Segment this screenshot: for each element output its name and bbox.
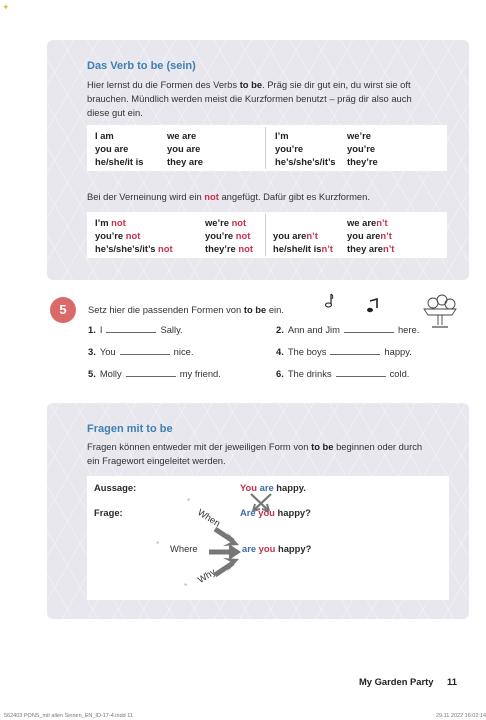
asterisk-mark: * bbox=[156, 540, 160, 549]
answer-blank[interactable] bbox=[120, 346, 170, 355]
intro-paragraph: Hier lernst du die Formen des Verbs to be. Präg sie dir gut ein, du wirst sie oft brauchen. Mündlich werden meist die Kurzformen benutzt – präg dir also auch diese gut ein. bbox=[87, 79, 412, 118]
table-cell: he/she/it isn’t bbox=[273, 243, 333, 254]
exercise-item: 6. The drinks cold. bbox=[276, 368, 410, 379]
table-cell: they are bbox=[167, 156, 203, 167]
answer-blank[interactable] bbox=[330, 346, 380, 355]
table-cell: you are bbox=[95, 143, 129, 154]
exercise-instruction: Setz hier die passenden Formen von to be ein. bbox=[88, 304, 284, 315]
table-cell: you aren’t bbox=[347, 230, 392, 241]
grammar-box-questions bbox=[47, 403, 469, 619]
forms-table bbox=[87, 125, 447, 171]
music-note-icon bbox=[322, 292, 336, 310]
negation-table bbox=[87, 212, 447, 258]
exercise-item: 4. The boys happy. bbox=[276, 346, 412, 357]
question-label: Frage: bbox=[94, 507, 123, 518]
answer-blank[interactable] bbox=[126, 368, 176, 377]
box-title: Das Verb to be (sein) bbox=[87, 60, 196, 72]
asterisk-mark: * bbox=[187, 497, 191, 506]
intro-paragraph: Fragen können entweder mit der jeweiligen Form von to be beginnen oder durch ein Fragewort eingeleitet werden. bbox=[87, 441, 423, 466]
table-cell: you’re bbox=[347, 143, 376, 154]
table-divider bbox=[265, 127, 266, 169]
statement-sentence: You are happy. bbox=[240, 482, 306, 493]
table-cell: you’re not bbox=[205, 230, 251, 241]
print-imprint-right: 29.11.2022 16:02:14 bbox=[436, 713, 486, 719]
exercise-item: 5. Molly my friend. bbox=[88, 368, 221, 379]
exercise-item: 1. I Sally. bbox=[88, 324, 183, 335]
asterisk-mark: * bbox=[184, 582, 188, 591]
statement-label: Aussage: bbox=[94, 482, 137, 493]
question-sentence-2: are you happy? bbox=[242, 543, 312, 554]
table-cell: we’re bbox=[347, 130, 371, 141]
question-sentence: Are you happy? bbox=[240, 507, 311, 518]
answer-blank[interactable] bbox=[344, 324, 394, 333]
box-title: Fragen mit to be bbox=[87, 423, 173, 435]
table-cell: he’s/she’s/it’s bbox=[275, 156, 336, 167]
table-cell: we are bbox=[167, 130, 197, 141]
music-note-icon bbox=[366, 298, 380, 314]
question-word-when: When bbox=[195, 506, 223, 529]
table-cell: we’re not bbox=[205, 217, 247, 228]
exercise-item: 2. Ann and Jim here. bbox=[276, 324, 420, 335]
table-cell: they aren’t bbox=[347, 243, 395, 254]
running-footer-title: My Garden Party bbox=[359, 676, 434, 687]
table-cell: you’re not bbox=[95, 230, 141, 241]
question-example-panel bbox=[87, 476, 449, 600]
exercise-item: 3. You nice. bbox=[88, 346, 194, 357]
table-cell: he’s/she’s/it’s not bbox=[95, 243, 173, 254]
table-cell: they’re bbox=[347, 156, 378, 167]
corner-mark-icon: ✦ bbox=[2, 2, 10, 12]
table-cell: I’m bbox=[275, 130, 289, 141]
answer-blank[interactable] bbox=[336, 368, 386, 377]
table-cell: they’re not bbox=[205, 243, 253, 254]
table-cell: you’re bbox=[275, 143, 304, 154]
table-cell: we aren’t bbox=[347, 217, 388, 228]
table-cell: I’m not bbox=[95, 217, 126, 228]
question-word-why: Why bbox=[195, 565, 218, 586]
print-imprint-left: 562403 PONS_mit allen Sinnen_EN_ID-17-4.indd 11 bbox=[4, 713, 133, 719]
grammar-box-to-be bbox=[47, 40, 469, 280]
page-number: 11 bbox=[447, 676, 457, 687]
table-cell: he/she/it is bbox=[95, 156, 144, 167]
negation-paragraph: Bei der Verneinung wird ein not angefügt. Dafür gibt es Kurzformen. bbox=[87, 191, 370, 202]
question-word-where: Where bbox=[170, 543, 198, 554]
table-divider bbox=[265, 214, 266, 256]
table-cell: you are bbox=[167, 143, 201, 154]
table-cell: I am bbox=[95, 130, 114, 141]
exercise-number-badge: 5 bbox=[50, 297, 76, 323]
cake-stand-icon bbox=[418, 294, 462, 334]
table-cell: you aren’t bbox=[273, 230, 318, 241]
answer-blank[interactable] bbox=[106, 324, 156, 333]
